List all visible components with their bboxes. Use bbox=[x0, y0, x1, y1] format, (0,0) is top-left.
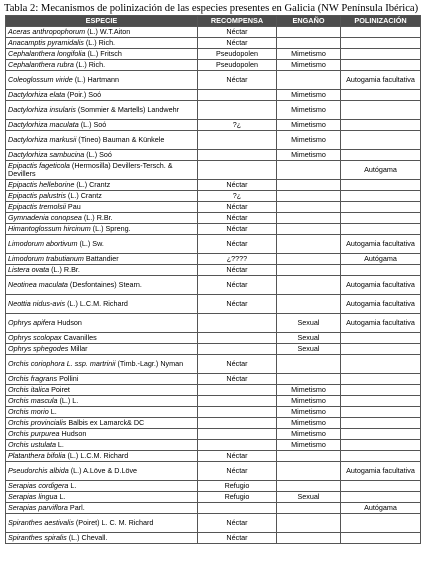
table-row bbox=[6, 333, 421, 344]
reward-cell: Refugio bbox=[198, 481, 277, 492]
deception-cell: Mimetismo bbox=[277, 385, 341, 396]
table-row bbox=[6, 407, 421, 418]
deception-cell bbox=[277, 481, 341, 492]
species-cell bbox=[6, 120, 198, 131]
deception-cell: Mimetismo bbox=[277, 150, 341, 161]
species-name: Epipactis palustris bbox=[8, 191, 66, 200]
species-name: Orchis provincialis bbox=[8, 418, 67, 427]
reward-cell: Néctar bbox=[198, 71, 277, 90]
deception-cell: Mimetismo bbox=[277, 90, 341, 101]
species-cell bbox=[6, 492, 198, 503]
deception-cell bbox=[277, 355, 341, 374]
deception-cell bbox=[277, 235, 341, 254]
species-name: Ophrys apifera bbox=[8, 318, 56, 327]
species-name: Cephalanthera rubra bbox=[8, 60, 74, 69]
reward-cell bbox=[198, 440, 277, 451]
deception-cell bbox=[277, 503, 341, 514]
species-author: (Sommier & Martells) Landwehr bbox=[75, 105, 179, 114]
pollination-cell: Autogamia facultativa bbox=[341, 462, 421, 481]
pollination-cell bbox=[341, 440, 421, 451]
species-cell bbox=[6, 396, 198, 407]
reward-cell bbox=[198, 407, 277, 418]
species-name: Limodorum abortivum bbox=[8, 239, 78, 248]
species-cell bbox=[6, 202, 198, 213]
species-cell bbox=[6, 191, 198, 202]
pollination-cell: Autogamia facultativa bbox=[341, 235, 421, 254]
deception-cell bbox=[277, 224, 341, 235]
reward-cell bbox=[198, 418, 277, 429]
species-author: (L.) L. bbox=[57, 396, 79, 405]
deception-cell bbox=[277, 295, 341, 314]
reward-cell bbox=[198, 429, 277, 440]
table-row bbox=[6, 533, 421, 544]
header-especie: ESPECIE bbox=[6, 16, 198, 27]
species-cell bbox=[6, 90, 198, 101]
species-cell bbox=[6, 27, 198, 38]
reward-cell: Néctar bbox=[198, 355, 277, 374]
deception-cell bbox=[277, 38, 341, 49]
species-name: Coleoglossum viride bbox=[8, 75, 73, 84]
species-author: L. bbox=[68, 481, 77, 490]
table-row bbox=[6, 131, 421, 150]
deception-cell bbox=[277, 265, 341, 276]
pollination-cell bbox=[341, 101, 421, 120]
reward-cell: Néctar bbox=[198, 202, 277, 213]
reward-cell: ?¿ bbox=[198, 191, 277, 202]
species-author: (Poir.) Soó bbox=[65, 90, 102, 99]
deception-cell bbox=[277, 514, 341, 533]
species-cell bbox=[6, 418, 198, 429]
deception-cell bbox=[277, 254, 341, 265]
species-author: Balbis ex Lamarck& DC bbox=[66, 418, 145, 427]
species-cell bbox=[6, 344, 198, 355]
pollination-cell: Autogamia facultativa bbox=[341, 71, 421, 90]
deception-cell bbox=[277, 161, 341, 180]
deception-cell bbox=[277, 202, 341, 213]
table-caption: Tabla 2: Mecanismos de polinización de las especies presentes en Galicia (NW Península Ibérica) bbox=[4, 3, 419, 14]
species-name: Orchis purpurea bbox=[8, 429, 60, 438]
deception-cell: Sexual bbox=[277, 344, 341, 355]
species-author: Poiret bbox=[49, 385, 70, 394]
species-name: Epipactis helleborine bbox=[8, 180, 75, 189]
species-author: (Poiret) L. C. M. Richard bbox=[73, 518, 154, 527]
reward-cell: Néctar bbox=[198, 180, 277, 191]
species-cell bbox=[6, 333, 198, 344]
table-row bbox=[6, 213, 421, 224]
species-name: Orchis fragrans bbox=[8, 374, 58, 383]
table-row bbox=[6, 235, 421, 254]
species-cell bbox=[6, 514, 198, 533]
reward-cell bbox=[198, 396, 277, 407]
pollination-cell bbox=[341, 418, 421, 429]
reward-cell: Néctar bbox=[198, 295, 277, 314]
pollination-cell bbox=[341, 213, 421, 224]
header-recompensa: RECOMPENSA bbox=[198, 16, 277, 27]
species-name: Gymnadenia conopsea bbox=[8, 213, 82, 222]
species-author: (L.) Rich. bbox=[73, 60, 106, 69]
pollination-cell: Autogamia facultativa bbox=[341, 276, 421, 295]
species-author: (Tineo) Bauman & Künkele bbox=[76, 135, 165, 144]
species-cell bbox=[6, 374, 198, 385]
deception-cell: Mimetismo bbox=[277, 440, 341, 451]
pollination-cell bbox=[341, 385, 421, 396]
table-row bbox=[6, 462, 421, 481]
species-name: Orchis italica bbox=[8, 385, 50, 394]
table-row bbox=[6, 276, 421, 295]
header-row bbox=[6, 16, 421, 27]
pollination-cell bbox=[341, 265, 421, 276]
reward-cell: Néctar bbox=[198, 462, 277, 481]
species-name: Orchis mascula bbox=[8, 396, 58, 405]
pollination-cell bbox=[341, 429, 421, 440]
species-name: Neottia nidus-avis bbox=[8, 299, 66, 308]
deception-cell bbox=[277, 374, 341, 385]
pollination-cell bbox=[341, 407, 421, 418]
species-cell bbox=[6, 314, 198, 333]
species-cell bbox=[6, 429, 198, 440]
table-row bbox=[6, 451, 421, 462]
species-cell bbox=[6, 49, 198, 60]
table-row bbox=[6, 355, 421, 374]
species-author: (L.) L.C.M. Richard bbox=[65, 451, 129, 460]
pollination-cell bbox=[341, 344, 421, 355]
pollination-cell bbox=[341, 481, 421, 492]
species-name: Serapias lingua bbox=[8, 492, 58, 501]
pollination-cell bbox=[341, 90, 421, 101]
reward-cell: Néctar bbox=[198, 374, 277, 385]
table-row bbox=[6, 481, 421, 492]
deception-cell bbox=[277, 213, 341, 224]
deception-cell bbox=[277, 27, 341, 38]
species-author: (L.) Rich. bbox=[83, 38, 116, 47]
pollination-cell bbox=[341, 396, 421, 407]
table-body bbox=[6, 27, 421, 544]
table-row bbox=[6, 224, 421, 235]
table-row bbox=[6, 295, 421, 314]
species-author: (L.) Hartmann bbox=[72, 75, 120, 84]
species-name: Ophrys sphegodes bbox=[8, 344, 69, 353]
table-row bbox=[6, 344, 421, 355]
species-cell bbox=[6, 71, 198, 90]
species-author: Hudson bbox=[55, 318, 82, 327]
species-cell bbox=[6, 60, 198, 71]
deception-cell: Mimetismo bbox=[277, 407, 341, 418]
deception-cell: Sexual bbox=[277, 314, 341, 333]
species-name: Orchis ustulata bbox=[8, 440, 56, 449]
species-author: Cavanilles bbox=[61, 333, 97, 342]
species-cell bbox=[6, 254, 198, 265]
deception-cell: Mimetismo bbox=[277, 120, 341, 131]
species-name: Spiranthes aestivalis bbox=[8, 518, 74, 527]
species-name: Cephalanthera longifolia bbox=[8, 49, 86, 58]
species-author: (L.) Sw. bbox=[77, 239, 104, 248]
pollination-cell bbox=[341, 38, 421, 49]
pollination-cell bbox=[341, 191, 421, 202]
pollination-cell: Autógama bbox=[341, 254, 421, 265]
pollination-cell: Autógama bbox=[341, 503, 421, 514]
header-polinizacion: POLINIZACIÓN bbox=[341, 16, 421, 27]
species-cell bbox=[6, 38, 198, 49]
species-author: Hudson bbox=[59, 429, 87, 438]
pollination-cell bbox=[341, 27, 421, 38]
table-row bbox=[6, 429, 421, 440]
reward-cell bbox=[198, 344, 277, 355]
species-name: Orchis coriophora L. ssp. martrinii bbox=[8, 359, 116, 368]
species-cell bbox=[6, 355, 198, 374]
species-cell bbox=[6, 276, 198, 295]
species-author: (L.) Spreng. bbox=[90, 224, 131, 233]
table-row bbox=[6, 396, 421, 407]
table-row bbox=[6, 374, 421, 385]
deception-cell: Mimetismo bbox=[277, 131, 341, 150]
reward-cell bbox=[198, 90, 277, 101]
reward-cell bbox=[198, 503, 277, 514]
reward-cell: Néctar bbox=[198, 276, 277, 295]
deception-cell bbox=[277, 276, 341, 295]
pollination-cell bbox=[341, 533, 421, 544]
table-row bbox=[6, 191, 421, 202]
reward-cell: Pseudopolen bbox=[198, 60, 277, 71]
pollination-cell bbox=[341, 492, 421, 503]
species-author: Battandier bbox=[83, 254, 119, 263]
species-name: Dactylorhiza elata bbox=[8, 90, 66, 99]
table-row bbox=[6, 418, 421, 429]
deception-cell bbox=[277, 451, 341, 462]
deception-cell bbox=[277, 180, 341, 191]
species-name: Neotinea maculata bbox=[8, 280, 68, 289]
species-author: (L.) R.Br. bbox=[81, 213, 113, 222]
reward-cell: Néctar bbox=[198, 533, 277, 544]
species-cell bbox=[6, 213, 198, 224]
deception-cell: Mimetismo bbox=[277, 101, 341, 120]
species-cell bbox=[6, 235, 198, 254]
reward-cell bbox=[198, 101, 277, 120]
species-name: Limodorum trabutianum bbox=[8, 254, 84, 263]
table-row bbox=[6, 120, 421, 131]
pollination-cell bbox=[341, 333, 421, 344]
pollination-cell bbox=[341, 374, 421, 385]
reward-cell: Néctar bbox=[198, 265, 277, 276]
species-author: (L.) L.C.M. Richard bbox=[65, 299, 128, 308]
species-author: (Desfontaines) Stearn. bbox=[67, 280, 142, 289]
reward-cell: Néctar bbox=[198, 224, 277, 235]
species-author: (L.) R.Br. bbox=[49, 265, 80, 274]
species-author: (L.) Chevall. bbox=[66, 533, 108, 542]
species-author: L. bbox=[55, 440, 64, 449]
species-author: (L.) Crantz bbox=[65, 191, 102, 200]
species-author: Pau bbox=[65, 202, 81, 211]
table-row bbox=[6, 180, 421, 191]
reward-cell: Néctar bbox=[198, 514, 277, 533]
deception-cell bbox=[277, 191, 341, 202]
species-cell bbox=[6, 265, 198, 276]
deception-cell: Mimetismo bbox=[277, 429, 341, 440]
table-row bbox=[6, 150, 421, 161]
reward-cell: Refugio bbox=[198, 492, 277, 503]
table-row bbox=[6, 265, 421, 276]
pollination-cell bbox=[341, 514, 421, 533]
reward-cell bbox=[198, 131, 277, 150]
species-author: Millar bbox=[68, 344, 88, 353]
species-name: Dactylorhiza markusii bbox=[8, 135, 77, 144]
table-row bbox=[6, 38, 421, 49]
species-author: (L.) Fritsch bbox=[85, 49, 122, 58]
species-author: (L.) A.Löve & D.Löve bbox=[68, 466, 138, 475]
table-row bbox=[6, 27, 421, 38]
reward-cell bbox=[198, 333, 277, 344]
species-name: Aceras anthropophorum bbox=[8, 27, 86, 36]
reward-cell bbox=[198, 385, 277, 396]
reward-cell: Néctar bbox=[198, 27, 277, 38]
pollination-cell bbox=[341, 131, 421, 150]
deception-cell: Mimetismo bbox=[277, 60, 341, 71]
reward-cell: Néctar bbox=[198, 451, 277, 462]
species-author: Parl. bbox=[67, 503, 85, 512]
table-row bbox=[6, 314, 421, 333]
deception-cell: Sexual bbox=[277, 492, 341, 503]
pollination-cell: Autogamia facultativa bbox=[341, 295, 421, 314]
table-row bbox=[6, 503, 421, 514]
species-cell bbox=[6, 224, 198, 235]
pollination-cell bbox=[341, 355, 421, 374]
reward-cell: Néctar bbox=[198, 235, 277, 254]
species-author: L. bbox=[48, 407, 57, 416]
table-row bbox=[6, 202, 421, 213]
deception-cell: Mimetismo bbox=[277, 396, 341, 407]
species-author: (L.) Soó bbox=[78, 120, 107, 129]
table-row bbox=[6, 60, 421, 71]
table-row bbox=[6, 254, 421, 265]
reward-cell: Néctar bbox=[198, 213, 277, 224]
reward-cell: ?¿ bbox=[198, 120, 277, 131]
species-cell bbox=[6, 150, 198, 161]
species-cell bbox=[6, 101, 198, 120]
pollination-table bbox=[5, 15, 421, 544]
pollination-cell bbox=[341, 202, 421, 213]
reward-cell bbox=[198, 161, 277, 180]
species-author: L. bbox=[57, 492, 66, 501]
table-row bbox=[6, 161, 421, 180]
species-name: Dactylorhiza sambucina bbox=[8, 150, 85, 159]
species-name: Spiranthes spiralis bbox=[8, 533, 67, 542]
deception-cell bbox=[277, 71, 341, 90]
species-cell bbox=[6, 385, 198, 396]
deception-cell: Mimetismo bbox=[277, 49, 341, 60]
table-row bbox=[6, 71, 421, 90]
species-cell bbox=[6, 407, 198, 418]
deception-cell bbox=[277, 462, 341, 481]
species-cell bbox=[6, 533, 198, 544]
species-name: Epipactis tremolsii bbox=[8, 202, 66, 211]
reward-cell bbox=[198, 314, 277, 333]
species-name: Himantoglossum hircinum bbox=[8, 224, 91, 233]
reward-cell: Pseudopolen bbox=[198, 49, 277, 60]
table-row bbox=[6, 90, 421, 101]
header-engano: ENGAÑO bbox=[277, 16, 341, 27]
species-author: (Timb.-Lagr.) Nyman bbox=[115, 359, 184, 368]
deception-cell: Mimetismo bbox=[277, 418, 341, 429]
species-author: (L.) Soó bbox=[84, 150, 112, 159]
species-cell bbox=[6, 440, 198, 451]
pollination-cell bbox=[341, 60, 421, 71]
pollination-cell bbox=[341, 49, 421, 60]
species-cell bbox=[6, 295, 198, 314]
species-cell bbox=[6, 481, 198, 492]
species-author: Pollini bbox=[57, 374, 79, 383]
deception-cell: Sexual bbox=[277, 333, 341, 344]
pollination-cell: Autogamia facultativa bbox=[341, 314, 421, 333]
table-row bbox=[6, 514, 421, 533]
pollination-cell bbox=[341, 120, 421, 131]
table-row bbox=[6, 440, 421, 451]
species-cell bbox=[6, 131, 198, 150]
species-name: Orchis morio bbox=[8, 407, 49, 416]
pollination-cell bbox=[341, 180, 421, 191]
species-name: Listera ovata bbox=[8, 265, 50, 274]
species-name: Anacamptis pyramidalis bbox=[8, 38, 84, 47]
reward-cell: Néctar bbox=[198, 38, 277, 49]
table-row bbox=[6, 49, 421, 60]
species-name: Pseudorchis albida bbox=[8, 466, 69, 475]
species-cell bbox=[6, 451, 198, 462]
reward-cell: ¿???? bbox=[198, 254, 277, 265]
deception-cell bbox=[277, 533, 341, 544]
species-name: Serapias parviflora bbox=[8, 503, 68, 512]
species-author: (L.) W.T.Aiton bbox=[85, 27, 131, 36]
table-row bbox=[6, 385, 421, 396]
species-name: Serapias cordigera bbox=[8, 481, 69, 490]
species-name: Platanthera bifolia bbox=[8, 451, 66, 460]
pollination-cell bbox=[341, 150, 421, 161]
table-row bbox=[6, 492, 421, 503]
species-name: Ophrys scolopax bbox=[8, 333, 62, 342]
pollination-cell bbox=[341, 451, 421, 462]
species-cell bbox=[6, 180, 198, 191]
species-name: Dactylorhiza maculata bbox=[8, 120, 79, 129]
species-name: Epipactis fageticola bbox=[8, 161, 70, 170]
species-name: Dactylorhiza insularis bbox=[8, 105, 76, 114]
table-row bbox=[6, 101, 421, 120]
species-cell bbox=[6, 161, 198, 180]
species-cell bbox=[6, 503, 198, 514]
species-author: (Hermosilla) Devillers-Tersch. & Devillers bbox=[8, 161, 173, 178]
reward-cell bbox=[198, 150, 277, 161]
species-author: (L.) Crantz bbox=[74, 180, 111, 189]
pollination-cell: Autógama bbox=[341, 161, 421, 180]
species-cell bbox=[6, 462, 198, 481]
pollination-cell bbox=[341, 224, 421, 235]
